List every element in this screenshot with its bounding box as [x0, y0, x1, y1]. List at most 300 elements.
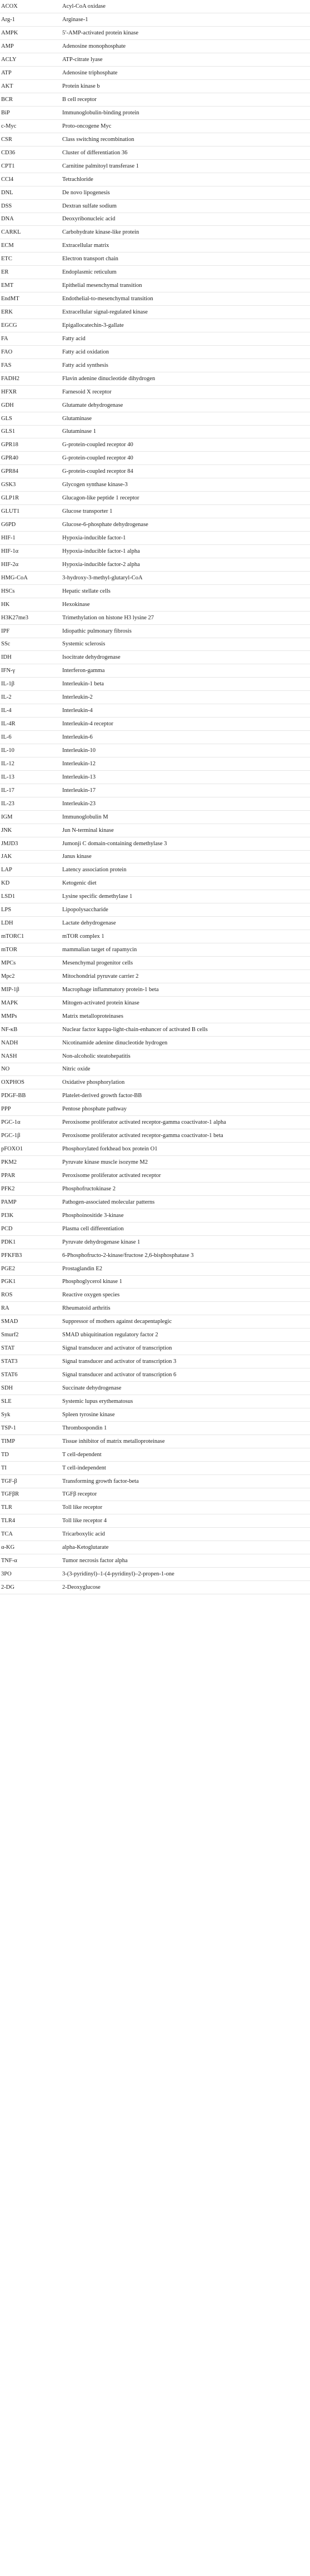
table-row	[0, 1156, 310, 1169]
abbreviation-cell: IL-1β	[0, 678, 62, 691]
abbreviation-cell: PFKFB3	[0, 1249, 62, 1262]
abbreviation-cell: CSR	[0, 133, 62, 146]
definition-cell: Lipopolysaccharide	[62, 903, 310, 917]
definition-cell: Mitogen-activated protein kinase	[62, 996, 310, 1009]
abbreviation-cell: PGE2	[0, 1262, 62, 1275]
table-row	[0, 1568, 310, 1581]
abbreviation-cell: TIMP	[0, 1435, 62, 1448]
abbreviation-cell: ERK	[0, 306, 62, 319]
definition-cell: Peroxisome proliferator activated receptor	[62, 1169, 310, 1183]
definition-cell: Interleukin-23	[62, 797, 310, 810]
definition-cell: Fatty acid	[62, 332, 310, 345]
table-row	[0, 784, 310, 797]
abbreviation-cell: Syk	[0, 1408, 62, 1421]
definition-cell: Toll like receptor	[62, 1501, 310, 1514]
table-row	[0, 1103, 310, 1116]
table-row	[0, 532, 310, 545]
abbreviation-cell: MMPs	[0, 1009, 62, 1023]
abbreviation-cell: STAT6	[0, 1368, 62, 1382]
definition-cell: Phosphoglycerol kinase 1	[62, 1275, 310, 1289]
abbreviation-cell: GPR18	[0, 438, 62, 452]
table-row	[0, 159, 310, 173]
table-row	[0, 412, 310, 425]
table-row	[0, 1089, 310, 1103]
definition-cell: Glucagon-like peptide 1 receptor	[62, 492, 310, 505]
abbreviation-cell: IL-17	[0, 784, 62, 797]
abbreviation-cell: ATP	[0, 67, 62, 80]
definition-cell: 3-(3-pyridinyl)–1-(4-pyridinyl)–2-propen-1-one	[62, 1568, 310, 1581]
definition-cell: Systemic sclerosis	[62, 638, 310, 651]
table-row	[0, 438, 310, 452]
definition-cell: Phosphorylated forkhead box protein O1	[62, 1143, 310, 1156]
table-row	[0, 505, 310, 518]
table-row	[0, 678, 310, 691]
table-row	[0, 252, 310, 266]
definition-cell: Protein kinase b	[62, 80, 310, 93]
table-row	[0, 957, 310, 970]
definition-cell: De novo lipogenesis	[62, 186, 310, 199]
abbreviation-cell: JAK	[0, 850, 62, 863]
definition-cell: Adenosine triphosphate	[62, 67, 310, 80]
table-row	[0, 1528, 310, 1541]
table-row	[0, 917, 310, 930]
table-row	[0, 226, 310, 239]
table-row	[0, 983, 310, 996]
table-row	[0, 824, 310, 837]
definition-cell: Hypoxia-inducible factor-2 alpha	[62, 558, 310, 571]
definition-cell: Interleukin-10	[62, 744, 310, 757]
definition-cell: Janus kinase	[62, 850, 310, 863]
definition-cell: Tissue inhibitor of matrix metalloproteinase	[62, 1435, 310, 1448]
table-row	[0, 571, 310, 584]
table-row	[0, 1169, 310, 1183]
table-row	[0, 558, 310, 571]
definition-cell: Fatty acid oxidation	[62, 345, 310, 358]
abbreviation-cell: IL-12	[0, 757, 62, 770]
definition-cell: Fatty acid synthesis	[62, 358, 310, 372]
table-row	[0, 770, 310, 784]
table-row	[0, 1541, 310, 1554]
abbreviation-cell: NADH	[0, 1036, 62, 1049]
definition-cell: Signal transducer and activator of transcription 3	[62, 1355, 310, 1368]
table-row	[0, 1342, 310, 1355]
definition-cell: Spleen tyrosine kinase	[62, 1408, 310, 1421]
definition-cell: Epigallocatechin-3-gallate	[62, 319, 310, 332]
definition-cell: Pyruvate dehydrogenase kinase 1	[62, 1235, 310, 1249]
table-row	[0, 1448, 310, 1461]
table-row	[0, 1474, 310, 1488]
definition-cell: Interleukin-17	[62, 784, 310, 797]
definition-cell: Glucose transporter 1	[62, 505, 310, 518]
abbreviation-cell: FAO	[0, 345, 62, 358]
table-row	[0, 1009, 310, 1023]
table-row	[0, 1514, 310, 1528]
definition-cell: Interferon-gamma	[62, 664, 310, 678]
table-row	[0, 40, 310, 53]
definition-cell: Glutamate dehydrogenase	[62, 398, 310, 412]
definition-cell: Non-alcoholic steatohepatitis	[62, 1049, 310, 1063]
table-row	[0, 837, 310, 850]
abbreviation-cell: GLUT1	[0, 505, 62, 518]
definition-cell: T cell-dependent	[62, 1448, 310, 1461]
abbreviation-cell: LDH	[0, 917, 62, 930]
abbreviation-cell: OXPHOS	[0, 1076, 62, 1089]
definition-cell: Pathogen-associated molecular patterns	[62, 1195, 310, 1209]
definition-cell: Hypoxia-inducible factor-1 alpha	[62, 544, 310, 558]
abbreviation-cell: PGC-1β	[0, 1129, 62, 1143]
definition-cell: Reactive oxygen species	[62, 1289, 310, 1302]
table-row	[0, 1289, 310, 1302]
table-row	[0, 133, 310, 146]
abbreviation-cell: DSS	[0, 199, 62, 213]
abbreviation-cell: ROS	[0, 1289, 62, 1302]
abbreviation-cell: PI3K	[0, 1209, 62, 1222]
definition-cell: Isocitrate dehydrogenase	[62, 651, 310, 664]
table-row	[0, 1329, 310, 1342]
definition-cell: Dextran sulfate sodium	[62, 199, 310, 213]
definition-cell: TGFβ receptor	[62, 1488, 310, 1501]
abbreviation-cell: c-Myc	[0, 119, 62, 133]
abbreviation-cell: TLR4	[0, 1514, 62, 1528]
table-row	[0, 1554, 310, 1568]
definition-cell: Signal transducer and activator of transcription	[62, 1342, 310, 1355]
table-row	[0, 332, 310, 345]
definition-cell: 3-hydroxy-3-methyl-glutaryl-CoA	[62, 571, 310, 584]
definition-cell: ATP-citrate lyase	[62, 53, 310, 67]
abbreviation-cell: GLS	[0, 412, 62, 425]
abbreviation-cell: HIF-1	[0, 532, 62, 545]
abbreviation-cell: NO	[0, 1063, 62, 1076]
abbreviation-cell: ECM	[0, 239, 62, 252]
abbreviation-cell: Smurf2	[0, 1329, 62, 1342]
table-row	[0, 465, 310, 478]
definition-cell: SMAD ubiquitination regulatory factor 2	[62, 1329, 310, 1342]
abbreviation-cell: GPR84	[0, 465, 62, 478]
abbreviation-cell: TNF-α	[0, 1554, 62, 1568]
abbreviation-cell: JNK	[0, 824, 62, 837]
definition-cell: Interleukin-4 receptor	[62, 718, 310, 731]
abbreviation-cell: AMP	[0, 40, 62, 53]
abbreviation-cell: LPS	[0, 903, 62, 917]
abbreviation-cell: PPP	[0, 1103, 62, 1116]
abbreviation-cell: G6PD	[0, 518, 62, 532]
definition-cell: Arginase-1	[62, 13, 310, 27]
abbreviation-cell: GLP1R	[0, 492, 62, 505]
definition-cell: Prostaglandin E2	[62, 1262, 310, 1275]
abbreviation-cell: TCA	[0, 1528, 62, 1541]
definition-cell: Idiopathic pulmonary fibrosis	[62, 624, 310, 638]
abbreviation-cell: MAPK	[0, 996, 62, 1009]
table-row	[0, 239, 310, 252]
table-row	[0, 1581, 310, 1594]
abbreviation-cell: pFOXO1	[0, 1143, 62, 1156]
abbreviation-cell: PCD	[0, 1222, 62, 1235]
definition-cell: Systemic lupus erythematosus	[62, 1395, 310, 1408]
abbreviation-cell: ACOX	[0, 0, 62, 13]
abbreviation-cell: NASH	[0, 1049, 62, 1063]
definition-cell: Tetrachloride	[62, 173, 310, 186]
definition-cell: Phosphofructokinase 2	[62, 1182, 310, 1195]
definition-cell: Nitric oxide	[62, 1063, 310, 1076]
table-row	[0, 1421, 310, 1435]
table-row	[0, 107, 310, 120]
abbreviation-cell: NF-κB	[0, 1023, 62, 1036]
table-row	[0, 1049, 310, 1063]
definition-cell: Deoxyribonucleic acid	[62, 213, 310, 226]
table-row	[0, 452, 310, 465]
table-row	[0, 810, 310, 824]
table-row	[0, 186, 310, 199]
definition-cell: Endothelial-to-mesenchymal transition	[62, 292, 310, 306]
table-row	[0, 1395, 310, 1408]
definition-cell: Oxidative phosphorylation	[62, 1076, 310, 1089]
table-row	[0, 797, 310, 810]
table-row	[0, 345, 310, 358]
table-row	[0, 266, 310, 279]
definition-cell: Matrix metalloproteinases	[62, 1009, 310, 1023]
abbreviation-cell: GPR40	[0, 452, 62, 465]
table-row	[0, 67, 310, 80]
abbreviation-cell: ER	[0, 266, 62, 279]
table-row	[0, 1262, 310, 1275]
table-row	[0, 757, 310, 770]
table-row	[0, 398, 310, 412]
abbreviation-cell: TD	[0, 1448, 62, 1461]
abbreviation-cell: TI	[0, 1461, 62, 1474]
definition-cell: Tricarboxylic acid	[62, 1528, 310, 1541]
definition-cell: Lysine specific demethylase 1	[62, 890, 310, 903]
abbreviation-cell: IL-13	[0, 770, 62, 784]
definition-cell: Phosphoinositide 3-kinase	[62, 1209, 310, 1222]
definition-cell: Toll like receptor 4	[62, 1514, 310, 1528]
table-row	[0, 1435, 310, 1448]
table-row	[0, 996, 310, 1009]
abbreviation-cell: RA	[0, 1302, 62, 1315]
abbreviation-cell: TLR	[0, 1501, 62, 1514]
table-row	[0, 80, 310, 93]
table-row	[0, 943, 310, 957]
abbreviation-cell: STAT	[0, 1342, 62, 1355]
table-row	[0, 306, 310, 319]
table-row	[0, 718, 310, 731]
table-row	[0, 877, 310, 890]
abbreviation-cell: HFXR	[0, 385, 62, 398]
definition-cell: Lactate dehydrogenase	[62, 917, 310, 930]
table-row	[0, 292, 310, 306]
abbreviation-cell: PAMP	[0, 1195, 62, 1209]
abbreviation-cell: IFN-γ	[0, 664, 62, 678]
abbreviation-cell: TGFβR	[0, 1488, 62, 1501]
table-row	[0, 1315, 310, 1329]
table-row	[0, 1501, 310, 1514]
table-row	[0, 319, 310, 332]
definition-cell: Nicotinamide adenine dinucleotide hydrogen	[62, 1036, 310, 1049]
definition-cell: Signal transducer and activator of transcription 6	[62, 1368, 310, 1382]
definition-cell: Glutaminase	[62, 412, 310, 425]
abbreviation-cell: PDGF-BB	[0, 1089, 62, 1103]
abbreviation-cell: PKM2	[0, 1156, 62, 1169]
definition-cell: 6-Phosphofructo-2-kinase/fructose 2,6-bisphosphatase 3	[62, 1249, 310, 1262]
abbreviation-cell: SLE	[0, 1395, 62, 1408]
table-row	[0, 704, 310, 718]
table-row	[0, 0, 310, 13]
table-row	[0, 173, 310, 186]
definition-cell: Rheumatoid arthritis	[62, 1302, 310, 1315]
table-row	[0, 903, 310, 917]
definition-cell: Electron transport chain	[62, 252, 310, 266]
abbreviation-cell: IL-6	[0, 731, 62, 744]
table-row	[0, 93, 310, 107]
abbreviation-cell: 3PO	[0, 1568, 62, 1581]
definition-cell: Mesenchymal progenitor cells	[62, 957, 310, 970]
definition-cell: Peroxisome proliferator activated receptor-gamma coactivator-1 alpha	[62, 1116, 310, 1129]
abbreviation-cell: PGK1	[0, 1275, 62, 1289]
definition-cell: Suppressor of mothers against decapentaplegic	[62, 1315, 310, 1329]
definition-cell: Peroxisome proliferator activated receptor-gamma coactivator-1 beta	[62, 1129, 310, 1143]
definition-cell: Thrombospondin 1	[62, 1421, 310, 1435]
definition-cell: T cell-independent	[62, 1461, 310, 1474]
definition-cell: Farnesoid X receptor	[62, 385, 310, 398]
table-row	[0, 731, 310, 744]
definition-cell: Jumonji C domain-containing demethylase 3	[62, 837, 310, 850]
table-row	[0, 1461, 310, 1474]
definition-cell: Proto-oncogene Myc	[62, 119, 310, 133]
definition-cell: Epithelial mesenchymal transition	[62, 279, 310, 292]
abbreviation-cell: IL-2	[0, 691, 62, 704]
table-row	[0, 13, 310, 27]
table-row	[0, 1368, 310, 1382]
abbreviation-cell: Arg-1	[0, 13, 62, 27]
table-row	[0, 372, 310, 385]
definition-cell: Mitochondrial pyruvate carrier 2	[62, 969, 310, 983]
table-row	[0, 863, 310, 877]
definition-cell: Adenosine monophosphate	[62, 40, 310, 53]
abbreviation-cell: Mpc2	[0, 969, 62, 983]
abbreviation-cell: mTOR	[0, 943, 62, 957]
definition-cell: mTOR complex 1	[62, 930, 310, 943]
table-row	[0, 1209, 310, 1222]
abbreviation-cell: IDH	[0, 651, 62, 664]
table-row	[0, 544, 310, 558]
table-row	[0, 53, 310, 67]
table-row	[0, 279, 310, 292]
table-row	[0, 664, 310, 678]
table-row	[0, 651, 310, 664]
table-row	[0, 638, 310, 651]
definition-cell: alpha-Ketoglutarate	[62, 1541, 310, 1554]
abbreviation-cell: CPT1	[0, 159, 62, 173]
table-row	[0, 358, 310, 372]
definition-cell: Interleukin-4	[62, 704, 310, 718]
definition-cell: Tumor necrosis factor alpha	[62, 1554, 310, 1568]
abbreviation-cell: HIF-1α	[0, 544, 62, 558]
abbreviation-cell: PPAR	[0, 1169, 62, 1183]
abbreviation-cell: IL-4R	[0, 718, 62, 731]
definition-cell: Interleukin-1 beta	[62, 678, 310, 691]
definition-cell: G-protein-coupled receptor 40	[62, 438, 310, 452]
abbreviation-cell: AMPK	[0, 27, 62, 40]
abbreviation-cell: ACLY	[0, 53, 62, 67]
abbreviation-cell: DNL	[0, 186, 62, 199]
definition-cell: Glutaminase 1	[62, 425, 310, 438]
table-row	[0, 1143, 310, 1156]
abbreviation-cell: DNA	[0, 213, 62, 226]
abbreviation-cell: TGF-β	[0, 1474, 62, 1488]
abbreviation-cell: STAT3	[0, 1355, 62, 1368]
definition-cell: Interleukin-13	[62, 770, 310, 784]
table-row	[0, 492, 310, 505]
table-row	[0, 584, 310, 598]
table-row	[0, 385, 310, 398]
table-row	[0, 1023, 310, 1036]
table-row	[0, 850, 310, 863]
table-row	[0, 890, 310, 903]
table-row	[0, 478, 310, 492]
table-row	[0, 611, 310, 624]
definition-cell: Glycogen synthase kinase-3	[62, 478, 310, 492]
abbreviation-cell: TSP-1	[0, 1421, 62, 1435]
definition-cell: Cluster of differentiation 36	[62, 146, 310, 159]
definition-cell: Extracellular signal-regulated kinase	[62, 306, 310, 319]
abbreviation-cell: MIP-1β	[0, 983, 62, 996]
abbreviation-cell: GLS1	[0, 425, 62, 438]
definition-cell: Latency association protein	[62, 863, 310, 877]
abbreviation-cell: FA	[0, 332, 62, 345]
table-row	[0, 744, 310, 757]
table-row	[0, 1129, 310, 1143]
definition-cell: 5′-AMP-activated protein kinase	[62, 27, 310, 40]
table-row	[0, 598, 310, 611]
definition-cell: 2-Deoxyglucose	[62, 1581, 310, 1594]
abbreviation-cell: FAS	[0, 358, 62, 372]
table-row	[0, 1249, 310, 1262]
abbreviation-cell: PGC-1α	[0, 1116, 62, 1129]
table-row	[0, 624, 310, 638]
definition-cell: Extracellular matrix	[62, 239, 310, 252]
table-row	[0, 1076, 310, 1089]
table-row	[0, 425, 310, 438]
abbreviation-cell: IGM	[0, 810, 62, 824]
table-row	[0, 1182, 310, 1195]
abbreviation-cell: SMAD	[0, 1315, 62, 1329]
abbreviation-cell: JMJD3	[0, 837, 62, 850]
table-row	[0, 1355, 310, 1368]
abbreviation-cell: CD36	[0, 146, 62, 159]
definition-cell: G-protein-coupled receptor 84	[62, 465, 310, 478]
table-row	[0, 969, 310, 983]
abbreviation-cell: SSc	[0, 638, 62, 651]
definition-cell: Endoplasmic reticulum	[62, 266, 310, 279]
abbreviation-cell: SDH	[0, 1382, 62, 1395]
abbreviation-cell: EMT	[0, 279, 62, 292]
abbreviation-cell: BCR	[0, 93, 62, 107]
definition-cell: B cell receptor	[62, 93, 310, 107]
abbreviation-cell: CARKL	[0, 226, 62, 239]
definition-cell: Acyl-CoA oxidase	[62, 0, 310, 13]
definition-cell: Immunoglobulin-binding protein	[62, 107, 310, 120]
abbreviation-cell: H3K27me3	[0, 611, 62, 624]
abbreviation-cell: mTORC1	[0, 930, 62, 943]
table-row	[0, 1116, 310, 1129]
table-row	[0, 199, 310, 213]
definition-cell: Macrophage inflammatory protein-1 beta	[62, 983, 310, 996]
definition-cell: Nuclear factor kappa-light-chain-enhancer of activated B cells	[62, 1023, 310, 1036]
definition-cell: G-protein-coupled receptor 40	[62, 452, 310, 465]
abbreviation-cell: GDH	[0, 398, 62, 412]
definition-cell: Trimethylation on histone H3 lysine 27	[62, 611, 310, 624]
abbreviation-cell: LAP	[0, 863, 62, 877]
definition-cell: Glucose-6-phosphate dehydrogenase	[62, 518, 310, 532]
